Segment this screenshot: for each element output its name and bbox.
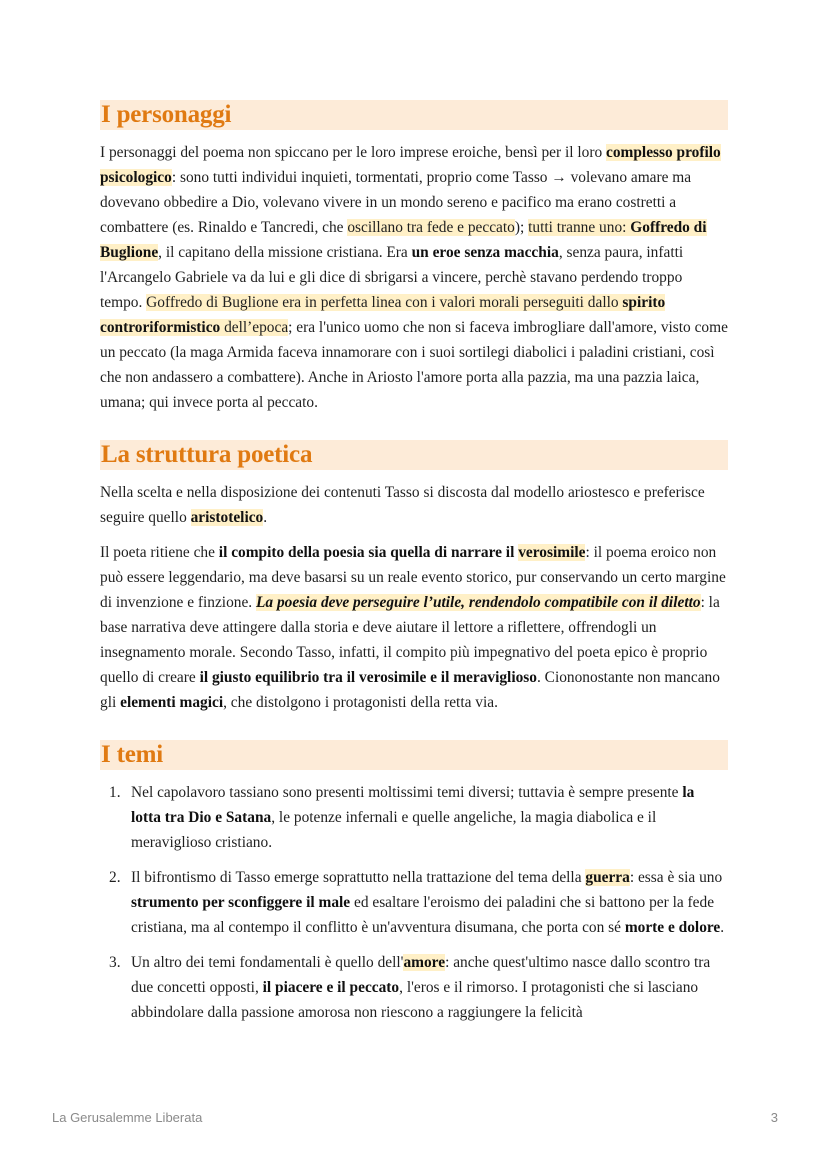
page-number: 3 bbox=[770, 1110, 778, 1125]
list-item: 2. Il bifrontismo di Tasso emerge soprattutto nella trattazione del tema della guerra: essa è sia uno strumento per sconfiggere il male ed esaltare l'eroismo dei paladini che si battono per la fede cristiana, ma al contempo il conflitto è un'avventura disumana, che porta con sé morte e dolore. bbox=[109, 869, 725, 936]
section-heading-struttura: La struttura poetica bbox=[100, 440, 728, 470]
footer-title: La Gerusalemme Liberata bbox=[52, 1110, 203, 1125]
page-content bbox=[100, 100, 728, 1035]
list-item: 1. Nel capolavoro tassiano sono presenti moltissimi temi diversi; tuttavia è sempre presente la lotta tra Dio e Satana, le potenze infernali e quelle angeliche, la magia diabolica e il meraviglioso cristiano. bbox=[109, 784, 695, 851]
paragraph-personaggi: I personaggi del poema non spiccano per le loro imprese eroiche, bensì per il loro complesso profilo psicologico: sono tutti individui inquieti, tormentati, proprio come Tasso → volevano amare ma dovevano obbedire a Dio, volevano vivere in un mondo sereno e pacifico ma erano costretti a combattere (es. Rinaldo e Tancredi, che oscillano tra fede e peccato); tutti tranne uno: Goffredo di Buglione, il capitano della missione cristiana. Era un eroe senza macchia, senza paura, infatti l'Arcangelo Gabriele va da lui e gli dice di sbrigarsi a vincere, perchè stavano perdendo troppo tempo. Goffredo di Buglione era in perfetta linea con i valori morali perseguiti dallo spirito controriformistico dell’epoca; era l'unico uomo che non si faceva imbrogliare dall'amore, visto come un peccato (la maga Armida faceva innamorare con i suoi sortilegi diabolici i paladini cristiani, così che non andassero a combattere). Anche in Ariosto l'amore porta alla pazzia, ma una pazzia laica, umana; qui invece porta al peccato. bbox=[100, 144, 728, 411]
page-footer bbox=[52, 1110, 778, 1125]
section-heading-temi: I temi bbox=[100, 740, 728, 770]
paragraph-struttura-2: Il poeta ritiene che il compito della poesia sia quella di narrare il verosimile: il poema eroico non può essere leggendario, ma deve basarsi su un reale evento storico, pur conservando un certo margine di invenzione e finzione. La poesia deve perseguire l’utile, rendendolo compatibile con il diletto: la base narrativa deve attingere dalla storia e deve aiutare il lettore a riflettere, offrendogli un insegnamento morale. Secondo Tasso, infatti, il compito più impegnativo del poeta epico è proprio quello di creare il giusto equilibrio tra il verosimile e il meraviglioso. Ciononostante non mancano gli elementi magici, che distolgono i protagonisti della retta via. bbox=[100, 544, 726, 711]
list-item: 3. Un altro dei temi fondamentali è quello dell'amore: anche quest'ultimo nasce dallo scontro tra due concetti opposti, il piacere e il peccato, l'eros e il rimorso. I protagonisti che si lasciano abbindolare dalla passione amorosa non riescono a raggiungere la felicità bbox=[109, 954, 711, 1021]
section-heading-personaggi: I personaggi bbox=[100, 100, 728, 130]
temi-list bbox=[100, 780, 728, 1025]
paragraph-struttura-1: Nella scelta e nella disposizione dei contenuti Tasso si discosta dal modello ariostesco e preferisce seguire quello aristotelico. bbox=[100, 484, 705, 526]
arrow-icon: → bbox=[551, 169, 567, 186]
